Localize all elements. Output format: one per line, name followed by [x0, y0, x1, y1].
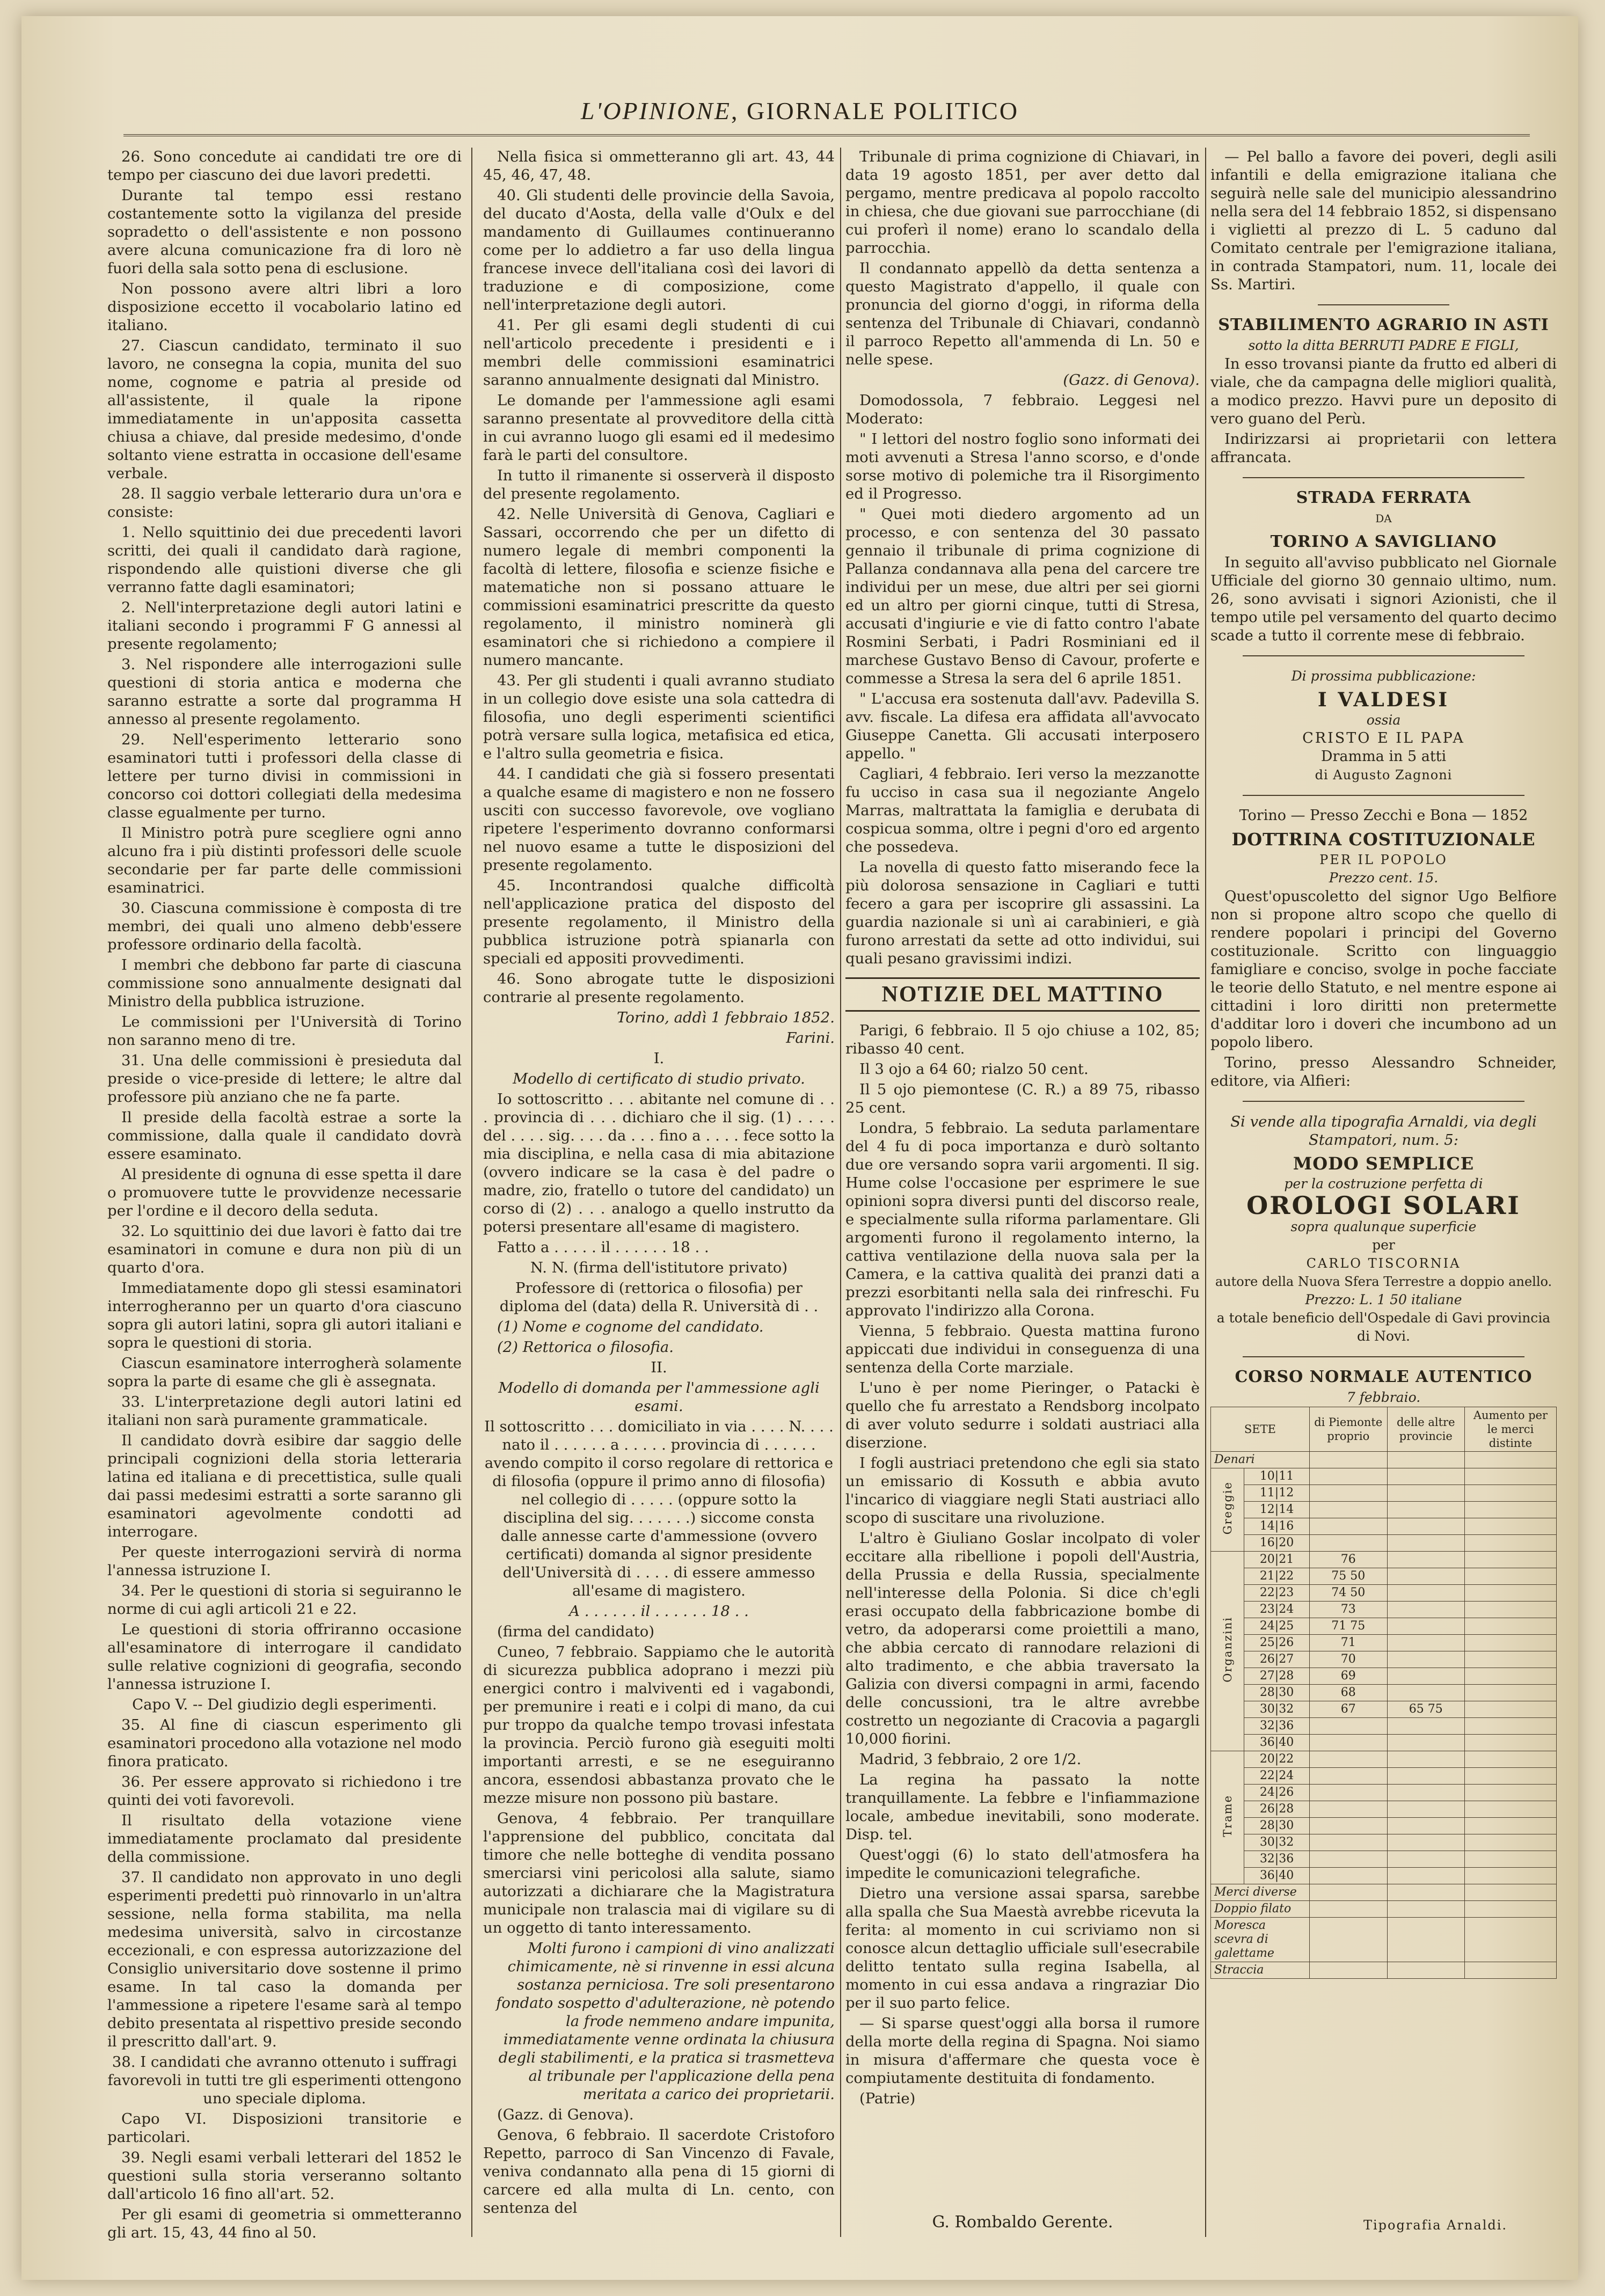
corso-cell: 23|24	[1244, 1602, 1310, 1618]
corso-cell: 74 50	[1309, 1585, 1387, 1602]
corso-row	[1211, 1834, 1557, 1851]
column-1	[107, 148, 462, 2242]
corso-row	[1211, 1618, 1557, 1635]
orologi-price: Prezzo: L. 1 50 italiane	[1305, 1292, 1462, 1307]
corso-cell	[1309, 1751, 1387, 1768]
col1-paragraph: Il risultato della votazione viene immediatamente proclamato dal presidente della commissione.	[107, 1812, 462, 1866]
col2-paragraph: I.	[653, 1050, 665, 1067]
col2-paragraph: 41. Per gli esami degli studenti di cui nell'articolo precedente i presidenti e i membri delle commissioni esaminatrici saranno annualmente designati dal Ministro.	[483, 317, 835, 389]
col1-paragraph: 31. Una delle commissioni è presieduta dal preside o vice-preside di lettere; le altre dal professore più anziano che ne fa parte.	[107, 1052, 462, 1106]
col2-paragraph: A . . . . . . il . . . . . . 18 . .	[569, 1603, 749, 1620]
corso-cell	[1387, 1568, 1464, 1585]
separator	[1243, 477, 1524, 478]
notizie-paragraph: Il 5 ojo piemontese (C. R.) a 89 75, ribasso 25 cent.	[845, 1081, 1200, 1116]
corso-cell	[1387, 1735, 1464, 1751]
col1-paragraph: Capo V. -- Del giudizio degli esperimenti.	[132, 1696, 437, 1713]
corso-cell: 69	[1309, 1668, 1387, 1685]
notizie-body	[845, 1021, 1200, 2108]
orologi-per: per	[1372, 1237, 1395, 1253]
dottrina-price: Prezzo cent. 15.	[1329, 870, 1439, 886]
masthead-subtitle: , GIORNALE POLITICO	[731, 97, 1019, 125]
corso-cell: 36|40	[1244, 1735, 1310, 1751]
corso-cell	[1387, 1552, 1464, 1568]
corso-row	[1211, 1485, 1557, 1502]
corso-cell	[1309, 1801, 1387, 1818]
gerente-signature: G. Rombaldo Gerente.	[932, 2213, 1113, 2232]
corso-row	[1211, 1568, 1557, 1585]
orologi-line2: per la costruzione perfetta di	[1284, 1176, 1483, 1191]
corso-cell: 27|28	[1244, 1668, 1310, 1685]
corso-cell: 75 50	[1309, 1568, 1387, 1585]
corso-row	[1211, 1851, 1557, 1868]
stabilimento-subtitle: sotto la ditta BERRUTI PADRE E FIGLI,	[1248, 338, 1519, 353]
corso-row	[1211, 1768, 1557, 1785]
col2-paragraph: 45. Incontrandosi qualche difficoltà nell'applicazione pratica del disposto del presente regolamento, il Ministro della pubblica istruzione potrà spianarla con speciali ed appositi provvedimenti.	[483, 877, 835, 967]
corso-row	[1211, 1918, 1557, 1962]
corso-cell	[1309, 1502, 1387, 1518]
corso-cell: 71	[1309, 1635, 1387, 1651]
notizie-paragraph: Vienna, 5 febbraio. Questa mattina furono appiccati due individui in conseguenza di una sentenza della Corte marziale.	[845, 1322, 1200, 1376]
column-divider	[471, 148, 472, 2237]
corso-row	[1211, 1518, 1557, 1535]
corso-cell: 25|26	[1244, 1635, 1310, 1651]
corso-cell	[1309, 1851, 1387, 1868]
separator	[1243, 1356, 1524, 1357]
col1-paragraph: Ciascun esaminatore interrogherà solamente sopra la parte di esame che gli è assegnata.	[107, 1355, 462, 1390]
col2-paragraph: Torino, addì 1 febbraio 1852.	[617, 1009, 835, 1026]
column-3	[845, 148, 1200, 2242]
masthead-rule	[123, 134, 1530, 136]
orologi-line3: sopra qualunque superficie	[1290, 1219, 1477, 1234]
corso-row	[1211, 1602, 1557, 1618]
col2-paragraph: Genova, 4 febbraio. Per tranquillare l'apprensione del pubblico, concitata dal timore che nelle botteghe di vendita possano smerciarsi vini pericolosi alla salute, siamo autorizzati a dichiarare che la Magistratura municipale non tralascia mai di vigilare su di un oggetto di tanto interessamento.	[483, 1810, 835, 1936]
notizie-paragraph: (Patrie)	[859, 2090, 916, 2107]
corso-table	[1210, 1407, 1557, 1979]
corso-row	[1211, 1535, 1557, 1552]
col1-paragraph: 27. Ciascun candidato, terminato il suo lavoro, ne consegna la copia, munita del suo nome, cognome e patria al preside od all'assistente, il quale la ripone immediatamente in un'apposita cassetta chiusa a chiave, dal preside medesimo, d'onde soltanto viene estratta in occasione dell'esame verbale.	[107, 337, 462, 482]
col1-paragraph: Per queste interrogazioni servirà di norma l'annessa istruzione I.	[107, 1544, 462, 1579]
corso-cell	[1387, 1801, 1464, 1818]
col1-paragraph: 34. Per le questioni di storia si seguiranno le norme di cui agli articoli 21 e 22.	[107, 1582, 462, 1618]
col1-paragraph: 26. Sono concedute ai candidati tre ore di tempo per ciascuno dei due lavori predetti.	[107, 148, 462, 184]
col2-paragraph: (firma del candidato)	[497, 1623, 655, 1640]
col1-paragraph: 36. Per essere approvato si richiedono i tre quinti dei voti favorevoli.	[107, 1773, 462, 1809]
col3-paragraph: Il condannato appellò da detta sentenza a questo Magistrato d'appello, il quale con pronuncia del giorno d'oggi, in riforma della sentenza del Tribunale di Chiavari, condannò il parroco Repetto all'ammenda di Ln. 50 e nelle spese.	[845, 260, 1200, 368]
col2-paragraph: Professore di (rettorica o filosofia) per diploma del (data) della R. Università di . .	[499, 1279, 819, 1315]
corso-cell: 67	[1309, 1701, 1387, 1718]
column-4	[1210, 148, 1557, 2242]
corso-cell: 65 75	[1387, 1701, 1464, 1718]
notizie-paragraph: Quest'oggi (6) lo stato dell'atmosfera ha impedite le comunicazioni telegrafiche.	[845, 1846, 1200, 1882]
dottrina-body: Quest'opuscoletto del signor Ugo Belfiore non si propone altro scopo che quello di rendere popolari i principi del Governo costituzionale. Scritto con linguaggio famigliare e conciso, svolge in poche facciate le teorie dello Statuto, e nel mentre espone ai cittadini i loro diritti non pretermette d'additar loro i doveri che incumbono ad un popolo libero.	[1210, 888, 1557, 1051]
col1-paragraph: 28. Il saggio verbale letterario dura un'ora e consiste:	[107, 485, 462, 521]
corso-cell: 32|36	[1244, 1851, 1310, 1868]
col1-paragraph: 1. Nello squittinio dei due precedenti lavori scritti, dei quali il candidato darà ragione, rispondendo alle quistioni diverse che gli verranno fatte dagli esaminatori;	[107, 524, 462, 596]
col2-paragraph: Nella fisica si ommetteranno gli art. 43, 44 45, 46, 47, 48.	[483, 148, 835, 184]
corso-header: delle altre provincie	[1387, 1407, 1464, 1452]
notizie-paragraph: L'altro è Giuliano Goslar incolpato di voler eccitare alla ribellione i popoli dell'Austria, della Prussia e della Russia, specialmente nell'interesse della Polonia. Si dice ch'egli erasi occupato della fabbricazione bombe di vetro, da adoperarsi come proiettili a mano, che abbia cercato di rannodare relazioni di alto tradimento, e che abbia traversato la Galizia con diversi compagni in armi, facendo delle concussioni, tra le altre avrebbe costretto un negoziante di Cracovia a pagargli 10,000 fiorini.	[845, 1530, 1200, 1747]
corso-row	[1211, 1901, 1557, 1918]
corso-cell	[1309, 1785, 1387, 1801]
col3-paragraph: Tribunale di prima cognizione di Chiavari, in data 19 agosto 1851, per aver detto dal pergamo, mentre predicava al popolo raccolto in chiesa, che due giovani sue parrocchiane (di cui proferì il nome) erano lo scandalo della parrocchia.	[845, 148, 1200, 257]
col2-paragraph: N. N. (firma dell'istitutore privato)	[530, 1259, 788, 1276]
col1-paragraph: Durante tal tempo essi restano costantemente sotto la vigilanza del preside sopradetto o dell'assistente e non possono avere alcuna comunicazione fra di loro nè fuori della sala sotto pena di esclusione.	[107, 187, 462, 277]
col1-paragraph: 33. L'interpretazione degli autori latini ed italiani non sarà puramente grammaticale.	[107, 1393, 462, 1429]
col2-paragraph: In tutto il rimanente si osserverà il disposto del presente regolamento.	[483, 467, 835, 502]
masthead	[21, 97, 1578, 125]
corso-cell: 68	[1309, 1685, 1387, 1701]
corso-group-label: Organzini	[1221, 1616, 1234, 1683]
corso-cell: 30|32	[1244, 1834, 1310, 1851]
corso-cell: 10|11	[1244, 1468, 1310, 1485]
col1-paragraph: Le commissioni per l'Università di Torino non saranno meno di tre.	[107, 1013, 462, 1049]
notizie-paragraph: La regina ha passato la notte tranquillamente. La febbre e l'infiammazione locale, ambedue inevitabili, sono moderate. Disp. tel.	[845, 1771, 1200, 1843]
col2-paragraph: Le domande per l'ammessione agli esami saranno presentate al provveditore della città in cui avranno luogo gli esami ed il medesimo farà le parti del consultore.	[483, 392, 835, 464]
col2-paragraph: Io sottoscritto . . . abitante nel comune di . . . provincia di . . . dichiaro che il sig. (1) . . . . del . . . . sig. . . . da . . . fino a . . . . fece sotto la mia disciplina, e nella casa di mia abitazione (ovvero indicare se la casa è del padre o madre, zio, fratello o tutore del candidato) un corso di (2) . . . analogo a quello instrutto da potersi presentare all'esame di magistero.	[483, 1091, 835, 1235]
corso-cell: 36|40	[1244, 1868, 1310, 1884]
col2-paragraph: 43. Per gli studenti i quali avranno studiato in un collegio dove esiste una sola cattedra di filosofia, uno degli esperimenti scientifici potrà versare sulla logica, metafisica ed etica, e l'altro sulla geometria e fisica.	[483, 672, 835, 762]
corso-header: di Piemonte proprio	[1309, 1407, 1387, 1452]
corso-row	[1211, 1651, 1557, 1668]
corso-cell	[1387, 1718, 1464, 1735]
col3-paragraph: " I lettori del nostro foglio sono informati dei moti avvenuti a Stresa l'anno scorso, e d'onde sorse motivo di polemiche tra il Risorgimento ed il Progresso.	[845, 430, 1200, 502]
corso-cell	[1387, 1585, 1464, 1602]
corso-row	[1211, 1818, 1557, 1834]
separator	[1318, 304, 1449, 305]
stabilimento-title: STABILIMENTO AGRARIO IN ASTI	[1218, 316, 1549, 334]
notizie-paragraph: I fogli austriaci pretendono che egli sia stato un emissario di Kossuth e abbia avuto l'incarico di viaggiare negli Stati austriaci allo scopo di suscitare una rivoluzione.	[845, 1454, 1200, 1526]
corso-cell	[1387, 1834, 1464, 1851]
corso-cell	[1309, 1718, 1387, 1735]
valdesi-pre: Di prossima pubblicazione:	[1291, 668, 1476, 684]
corso-row	[1211, 1735, 1557, 1751]
notizie-paragraph: L'uno è per nome Pieringer, o Patacki è quello che fu arrestato a Rendsborg incolpato di aver voluto sedurre i soldati austriaci alla diserzione.	[845, 1379, 1200, 1451]
col1-paragraph: Per gli esami di geometria si ommetteranno gli art. 15, 43, 44 fino al 50.	[107, 2206, 462, 2241]
orologi-title: OROLOGI SOLARI	[1246, 1191, 1521, 1220]
corso-cell: 11|12	[1244, 1485, 1310, 1502]
stabilimento-body: In esso trovansi piante da frutto ed alberi di viale, che da campagna delle migliori qualità, a modico prezzo. Havvi pure un deposito di vero guano del Perù.	[1210, 355, 1557, 427]
col2-paragraph: (1) Nome e cognome del candidato.	[497, 1318, 764, 1335]
corso-row	[1211, 1884, 1557, 1901]
col1-paragraph: 35. Al fine di ciascun esperimento gli esaminatori procedono alla votazione nel modo finora praticato.	[107, 1716, 462, 1770]
corso-row	[1211, 1585, 1557, 1602]
corso-group-label: Trame	[1221, 1794, 1234, 1837]
corso-row	[1211, 1868, 1557, 1884]
corso-cell	[1387, 1768, 1464, 1785]
col1-paragraph: Non possono avere altri libri a loro disposizione eccetto il vocabolario latino ed italiano.	[107, 280, 462, 334]
valdesi-title: I VALDESI	[1317, 689, 1450, 711]
corso-row	[1211, 1502, 1557, 1518]
col1-paragraph: Il candidato dovrà esibire dar saggio delle principali cognizioni della storia letteraria latina ed italiana e di precettistica, sulle quali dai passi medesimi estratti a sorte saranno gli esaminatori agevolmente condotti ad interrogare.	[107, 1432, 462, 1540]
col3-paragraph: Cagliari, 4 febbraio. Ieri verso la mezzanotte fu ucciso in casa sua il negoziante Angelo Marras, maltrattata la famiglia e derubata di cospicua somma, oltre i pegni d'oro ed argento che possedeva.	[845, 765, 1200, 855]
col1-paragraph: 39. Negli esami verbali letterari del 1852 le questioni sulla storia verseranno soltanto dall'articolo 16 fino all'art. 52.	[107, 2149, 462, 2203]
corso-cell: Doppio filato	[1211, 1901, 1310, 1918]
column-divider	[1205, 148, 1206, 2237]
col2-paragraph: Farini.	[786, 1029, 835, 1047]
corso-cell: Moresca scevra di galettame	[1211, 1918, 1310, 1962]
corso-denari: Denari	[1211, 1452, 1310, 1468]
col3-paragraph: (Gazz. di Genova).	[1063, 371, 1200, 389]
corso-cell	[1309, 1768, 1387, 1785]
col1-paragraph: 32. Lo squittinio dei due lavori è fatto dai tre esaminatori in comune e dura non più di un quarto d'ora.	[107, 1223, 462, 1276]
corso-cell	[1387, 1518, 1464, 1535]
corso-cell: 14|16	[1244, 1518, 1310, 1535]
col2-paragraph: 42. Nelle Università di Genova, Cagliari e Sassari, occorrendo che per un difetto di numero legale di membri componenti la facoltà di lettere, filosofia e scienze fisiche e matematiche non si possano attuare le commissioni esaminatrici prescritte da questo regolamento, il ministro nominerà gli esaminatori che si richiedono a compiere il numero mancante.	[483, 506, 835, 669]
corso-cell	[1387, 1818, 1464, 1834]
col1-paragraph: Capo VI. Disposizioni transitorie e particolari.	[107, 2110, 462, 2146]
corso-row	[1211, 1785, 1557, 1801]
notizie-paragraph: Dietro una versione assai sparsa, sarebbe alla spalla che Sua Maestà avrebbe ricevuta la ferita: al momento in cui scriviamo non si conosce alcun dettaglio ufficiale sull'esecrabile delitto tentato sulla regina Isabella, al momento in cui essa andava a ringraziar Dio per il suo parto felice.	[845, 1885, 1200, 2012]
col1-paragraph: Le questioni di storia offriranno occasione all'esaminatore di interrogare il candidato sulle relative cognizioni di geografia, secondo l'annessa istruzione I.	[107, 1621, 462, 1693]
corso-cell: 26|28	[1244, 1801, 1310, 1818]
corso-cell: 76	[1309, 1552, 1387, 1568]
corso-cell	[1309, 1868, 1387, 1884]
corso-cell: 20|21	[1244, 1552, 1310, 1568]
notizie-paragraph: Madrid, 3 febbraio, 2 ore 1/2.	[859, 1751, 1082, 1768]
col2-paragraph: (Gazz. di Genova).	[497, 2106, 634, 2123]
orologi-line4: autore della Nuova Sfera Terrestre a doppio anello.	[1215, 1274, 1552, 1289]
separator	[1243, 655, 1524, 656]
corso-cell	[1309, 1735, 1387, 1751]
corso-cell: 73	[1309, 1602, 1387, 1618]
orologi-line1: MODO SEMPLICE	[1293, 1153, 1475, 1174]
corso-row	[1211, 1635, 1557, 1651]
col1-paragraph: Immediatamente dopo gli stessi esaminatori interrogheranno per un quarto d'ora ciascuno sopra gli autori latini, sopra gli autori italiani e sopra le questioni di storia.	[107, 1279, 462, 1351]
corso-cell: Straccia	[1211, 1962, 1310, 1979]
valdesi-ossia: ossia	[1366, 712, 1401, 728]
col2-paragraph: 44. I candidati che già si fossero presentati a qualche esame di magistero e non ne fossero usciti con successo favorevole, ove vogliano ripetere l'esperimento dovranno conformarsi nel nuovo esame a tutte le disposizioni del presente regolamento.	[483, 765, 835, 874]
col2-paragraph: Modello di domanda per l'ammessione agli esami.	[498, 1379, 820, 1415]
corso-cell: 22|24	[1244, 1768, 1310, 1785]
corso-cell: 70	[1309, 1651, 1387, 1668]
corso-cell	[1387, 1602, 1464, 1618]
col2-paragraph: Il sottoscritto . . . domiciliato in via . . . . N. . . . nato il . . . . . . a . . . . . provincia di . . . . . . avendo compito il corso regolare di rettorica e di filosofia (oppure il primo anno di filosofia) nel collegio di . . . . . (oppure sotto la disciplina del sig. . . . . . .) siccome consta dalle annesse carte d'ammessione (ovvero certificati) domanda al signor presidente dell'Università di . . . . di essere ammesso all'esame di magistero.	[484, 1418, 834, 1599]
corso-cell: 28|30	[1244, 1685, 1310, 1701]
corso-cell	[1387, 1635, 1464, 1651]
col3-paragraph: " Quei moti diedero argomento ad un processo, e con sentenza del 30 passato gennaio il tribunale di prima cognizione di Pallanza condannava alla pena del carcere tre individui per un mese, due altri per sei giorni ed un altro per giorni cinque, tutti di Stresa, accusati d'ingiurie e vie di fatto contro l'abate Rosmini Serbati, i Padri Rosminiani ed il marchese Gustavo Benso di Cavour, proferte e commesse a Stresa la sera del 6 aprile 1851.	[845, 506, 1200, 687]
separator	[1243, 1101, 1524, 1102]
col1-paragraph: Al presidente di ognuna di esse spetta il dare o promuovere tutte le provvidenze necessarie per l'ordine e il decoro della seduta.	[107, 1166, 462, 1219]
notizie-paragraph: Il 3 ojo a 64 60; rialzo 50 cent.	[859, 1061, 1089, 1078]
strada-title: STRADA FERRATA	[1296, 488, 1471, 507]
corso-cell: 22|23	[1244, 1585, 1310, 1602]
col2-paragraph: (2) Rettorica o filosofia.	[497, 1339, 674, 1356]
corso-row	[1211, 1718, 1557, 1735]
corso-cell	[1387, 1851, 1464, 1868]
corso-cell: 28|30	[1244, 1818, 1310, 1834]
corso-cell	[1387, 1668, 1464, 1685]
corso-group-label: Greggie	[1221, 1481, 1234, 1535]
stabilimento-address: Indirizzarsi ai proprietarii con lettera affrancata.	[1210, 430, 1557, 466]
printer-credit: Tipografia Arnaldi.	[1363, 2218, 1508, 2233]
corso-row	[1211, 1701, 1557, 1718]
corso-cell	[1387, 1468, 1464, 1485]
col3-paragraph: La novella di questo fatto miserando fece la più dolorosa sensazione in Cagliari e tutti fecero a gara per iscoprire gli assassini. La guardia nazionale si unì ai carabinieri, e già furono arrestati da sette ad otto individui, sui quali pesano gravissimi indizi.	[845, 859, 1200, 967]
col2-paragraph: Molti furono i campioni di vino analizzati chimicamente, nè si rinvenne in essi alcuna sostanza perniciosa. Tre soli presentarono fondato sospetto d'adulterazione, nè potendo la frode nemmeno andare impunita, immediatamente venne ordinata la chiusura degli stabilimenti, e la pratica si trasmetteva al tribunale per l'applicazione della pena meritata a carico dei proprietarii.	[496, 1940, 835, 2103]
col1-paragraph: 29. Nell'esperimento letterario sono esaminatori tutti i professori della classe di lettere per turno divisi in commissioni in concorso coi dottori collegiati della medesima classe egualmente per turno.	[107, 731, 462, 821]
corso-header: SETE	[1211, 1407, 1310, 1452]
ballo-notice: — Pel ballo a favore dei poveri, degli asili infantili e della emigrazione italiana che seguirà nelle sale del municipio alessandrino nella sera del 14 febbraio 1852, si dispensano i viglietti al prezzo di L. 5 caduno dal Comitato centrale per l'emigrazione italiana, in contrada Stampatori, num. 11, locale dei Ss. Martiri.	[1210, 148, 1557, 293]
corso-cell	[1387, 1868, 1464, 1884]
col2-paragraph: 46. Sono abrogate tutte le disposizioni contrarie al presente regolamento.	[483, 970, 835, 1006]
separator	[1243, 795, 1524, 796]
corso-cell	[1387, 1502, 1464, 1518]
col2-paragraph: Genova, 6 febbraio. Il sacerdote Cristoforo Repetto, parroco di San Vincenzo di Favale, veniva condannato alla pena di 15 giorni di carcere ed alla multa di Ln. cento, con sentenza del	[483, 2126, 835, 2217]
orologi-pre: Si vende alla tipografia Arnaldi, via degli Stampatori, num. 5:	[1230, 1113, 1537, 1149]
corso-date: 7 febbraio.	[1346, 1390, 1421, 1405]
valdesi-author: di Augusto Zagnoni	[1315, 767, 1453, 783]
dottrina-title: DOTTRINA COSTITUZIONALE	[1231, 829, 1536, 850]
corso-cell: 16|20	[1244, 1535, 1310, 1552]
corso-row	[1211, 1468, 1557, 1485]
col3-paragraph: " L'accusa era sostenuta dall'avv. Padevilla S. avv. fiscale. La difesa era affidata all'avvocato Giuseppe Canetta. Gli accusati interposero appello. "	[845, 690, 1200, 762]
dottrina-address: Torino, presso Alessandro Schneider, editore, via Alfieri:	[1210, 1054, 1557, 1089]
col1-paragraph: 38. I candidati che avranno ottenuto i suffragi favorevoli in tutti tre gli esperimenti ottengono uno speciale diploma.	[107, 2053, 462, 2107]
col3-paragraph: Domodossola, 7 febbraio. Leggesi nel Moderato:	[845, 392, 1200, 427]
strada-da: DA	[1375, 512, 1392, 525]
col2-paragraph: II.	[651, 1359, 667, 1376]
corso-cell	[1309, 1818, 1387, 1834]
col2-paragraph: Cuneo, 7 febbraio. Sappiamo che le autorità di sicurezza pubblica adoprano i mezzi più energici contro i malviventi ed i vagabondi, per premunire i reati e i colpi di mano, da cui pur troppo da qualche tempo trovasi infestata la provincia. Perciò furono già eseguiti molti importanti arresti, e se ne eseguiranno ancora, essendosi abbastanza provato che le mezze misure non possono più bastare.	[483, 1643, 835, 1807]
dottrina-subtitle: PER IL POPOLO	[1319, 852, 1448, 867]
column-divider	[840, 148, 841, 2237]
newspaper-page	[21, 16, 1578, 2280]
corso-cell	[1387, 1685, 1464, 1701]
corso-cell: 20|22	[1244, 1751, 1310, 1768]
orologi-author: CARLO TISCORNIA	[1306, 1256, 1461, 1271]
corso-cell: 24|26	[1244, 1785, 1310, 1801]
col1-paragraph: 37. Il candidato non approvato in uno degli esperimenti predetti può rinnovarlo in un'altra sessione, nella forma stabilita, ma nella medesima università, salvo in circostanze eccezionali, e con espressa autorizzazione del Consiglio universitario dove sostenne il primo esame. In tal caso la domanda per l'ammessione a ripetere l'esame sarà al tempo debito presentata al rispettivo preside secondo il prescritto dall'art. 9.	[107, 1869, 462, 2050]
col2-paragraph: Fatto a . . . . . il . . . . . . 18 . .	[497, 1239, 709, 1256]
corso-cell	[1387, 1651, 1464, 1668]
corso-cell	[1387, 1751, 1464, 1768]
corso-cell	[1309, 1518, 1387, 1535]
corso-cell	[1387, 1785, 1464, 1801]
corso-row	[1211, 1962, 1557, 1979]
corso-cell	[1309, 1834, 1387, 1851]
corso-row	[1211, 1552, 1557, 1568]
corso-cell	[1387, 1618, 1464, 1635]
notizie-paragraph: Londra, 5 febbraio. La seduta parlamentare del 4 fu di poca importanza e durò soltanto due ore versando sopra varii argomenti. Il sig. Hume colse l'occasione per esprimere le sue opinioni sopra diversi punti del discorso reale, e specialmente sulla riforma parlamentare. Gli argomenti furono il regolamento interno, la cattiva ventilazione della nuova sala per la Camera, e la cattiva qualità dei pranzi dati a prezzi esorbitanti nella sala dei rinfreschi. Fu approvato l'indirizzo alla Corona.	[845, 1120, 1200, 1319]
col2-paragraph: Modello di certificato di studio privato.	[513, 1070, 805, 1087]
col2-paragraph: 40. Gli studenti delle provincie della Savoia, del ducato d'Aosta, della valle d'Oulx e del mandamento di Guillaumes continueranno come per lo addietro a far uso della lingua francese invece dell'italiana così dei lavori di traduzione e di composizione, come nell'interpretazione degli autori.	[483, 187, 835, 313]
corso-cell: 32|36	[1244, 1718, 1310, 1735]
col1-paragraph: 30. Ciascuna commissione è composta di tre membri, dei quali uno almeno debb'essere professore ordinario della facoltà.	[107, 900, 462, 953]
corso-row	[1211, 1668, 1557, 1685]
corso-cell: 26|27	[1244, 1651, 1310, 1668]
strada-route: TORINO A SAVIGLIANO	[1270, 532, 1497, 551]
notizie-paragraph: Parigi, 6 febbraio. Il 5 ojo chiuse a 102, 85; ribasso 40 cent.	[845, 1022, 1200, 1057]
column-3-news	[845, 148, 1200, 968]
corso-row	[1211, 1751, 1557, 1768]
corso-cell	[1387, 1535, 1464, 1552]
corso-cell: 21|22	[1244, 1568, 1310, 1585]
corso-row	[1211, 1801, 1557, 1818]
corso-cell: 30|32	[1244, 1701, 1310, 1718]
corso-cell	[1309, 1468, 1387, 1485]
corso-cell: Merci diverse	[1211, 1884, 1310, 1901]
orologi-line5: a totale beneficio dell'Ospedale di Gavi provincia di Novi.	[1216, 1310, 1551, 1344]
corso-header: Aumento per le merci distinte	[1464, 1407, 1556, 1452]
strada-body: In seguito all'avviso pubblicato nel Giornale Ufficiale del giorno 30 gennaio ultimo, num. 26, sono avvisati i signori Azionisti, che il tempo utile pel versamento del quarto decimo scade a tutto il corrente mese di febbraio.	[1210, 554, 1557, 644]
corso-cell	[1387, 1485, 1464, 1502]
col1-paragraph: I membri che debbono far parte di ciascuna commissione sono annualmente designati dal Ministro della pubblica istruzione.	[107, 956, 462, 1010]
masthead-title: L'OPINIONE	[580, 97, 731, 125]
valdesi-dramma: Dramma in 5 atti	[1321, 748, 1447, 765]
col1-paragraph: Il preside della facoltà estrae a sorte la commissione, dalla quale il candidato dovrà essere esaminato.	[107, 1109, 462, 1162]
column-2	[483, 148, 835, 2242]
col1-paragraph: 2. Nell'interpretazione degli autori latini e italiani secondo i programmi F G annessi al presente regolamento;	[107, 599, 462, 653]
valdesi-subtitle: CRISTO E IL PAPA	[1302, 730, 1465, 747]
col1-paragraph: 3. Nel rispondere alle interrogazioni sulle questioni di storia antica e moderna che saranno estratte a sorte dal programma H annesso al presente regolamento.	[107, 656, 462, 728]
dottrina-publisher: Torino — Presso Zecchi e Bona — 1852	[1239, 807, 1528, 824]
notizie-paragraph: — Si sparse quest'oggi alla borsa il rumore della morte della regina di Spagna. Noi siamo in misura d'affermare che questa voce è compiutamente destituita di fondamento.	[845, 2015, 1200, 2087]
corso-cell	[1309, 1535, 1387, 1552]
corso-cell: 12|14	[1244, 1502, 1310, 1518]
corso-cell: 71 75	[1309, 1618, 1387, 1635]
corso-cell	[1309, 1485, 1387, 1502]
notizie-heading: NOTIZIE DEL MATTINO	[845, 977, 1200, 1012]
corso-title: CORSO NORMALE AUTENTICO	[1235, 1368, 1533, 1386]
col1-paragraph: Il Ministro potrà pure scegliere ogni anno alcuno fra i più distinti professori delle scuole secondarie per far parte delle commissioni esaminatrici.	[107, 824, 462, 896]
corso-row	[1211, 1685, 1557, 1701]
corso-cell: 24|25	[1244, 1618, 1310, 1635]
